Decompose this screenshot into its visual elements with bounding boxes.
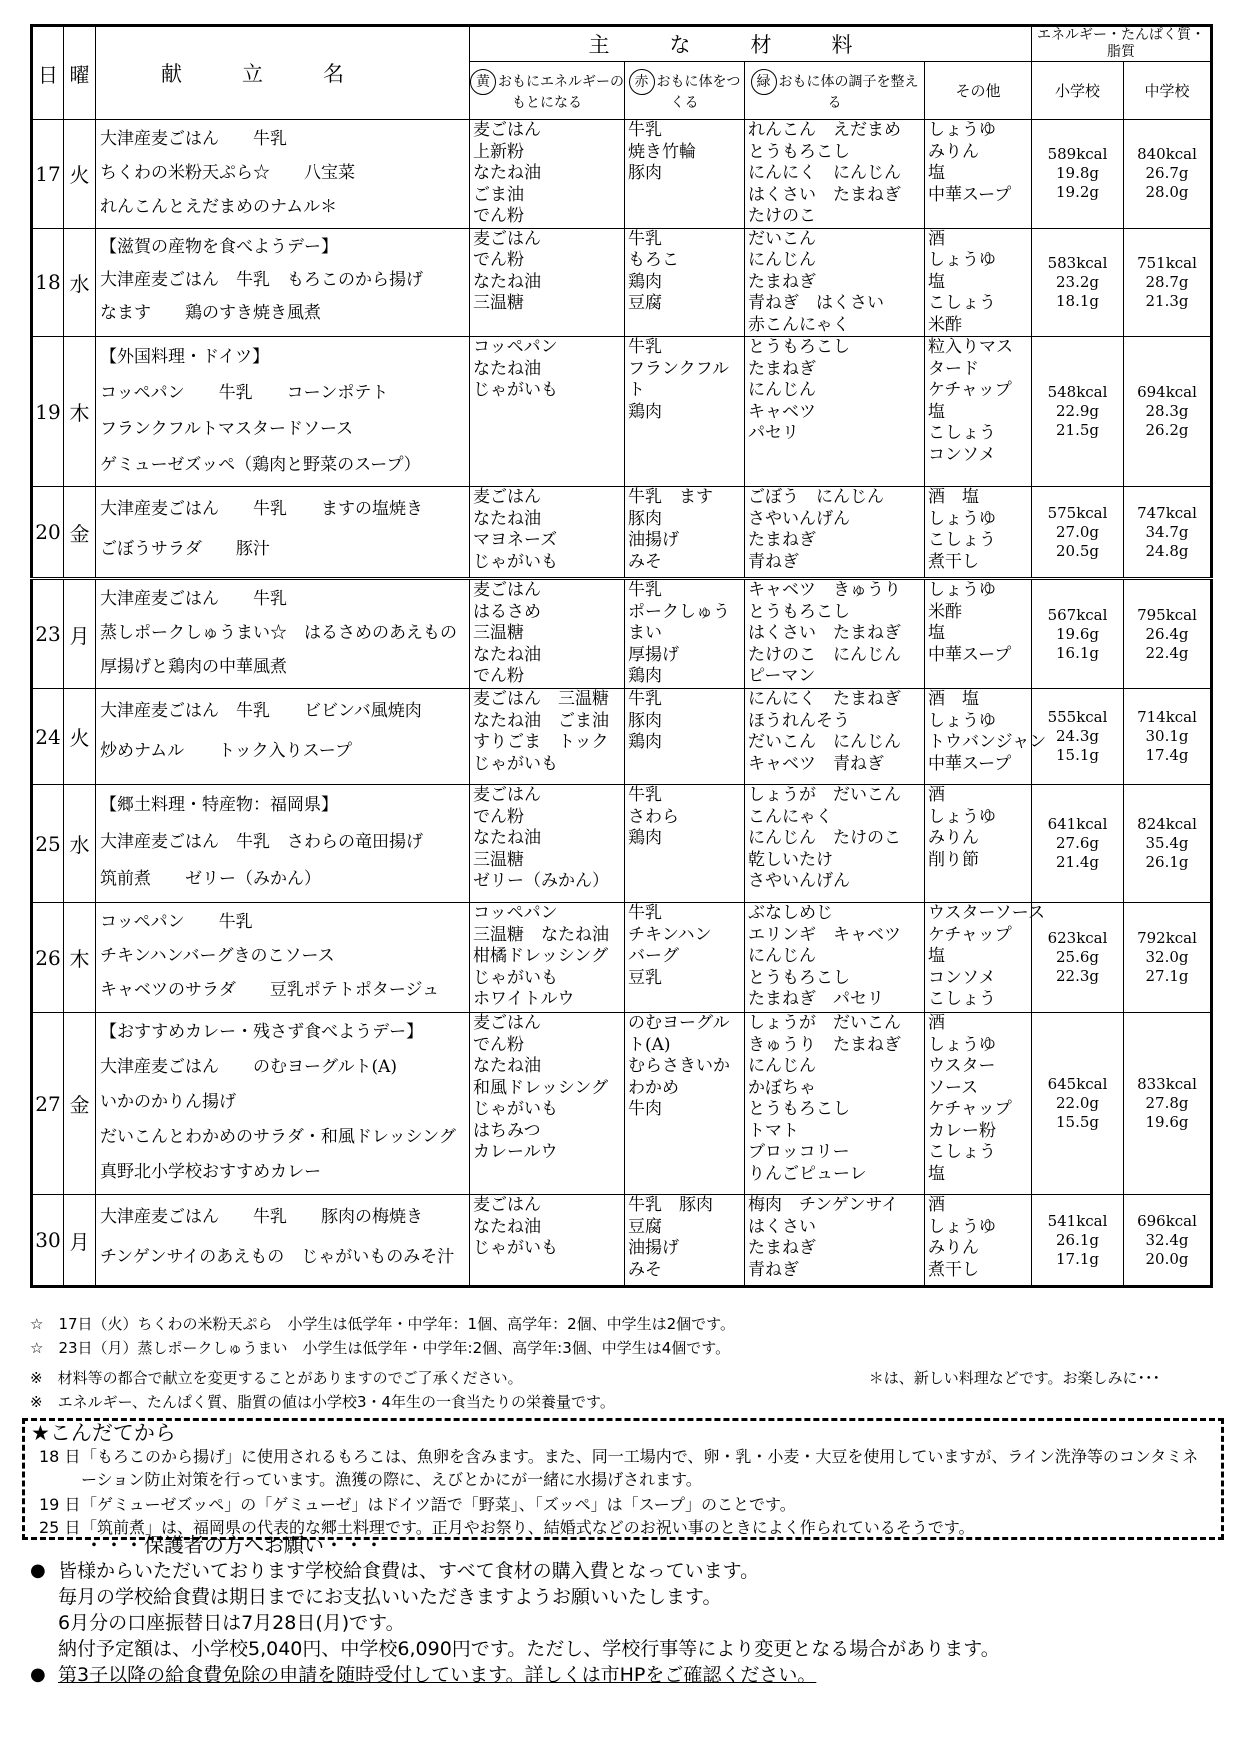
dish-line: 真野北小学校おすすめカレー: [100, 1162, 322, 1182]
day-row: [32, 689, 1212, 785]
day-number: 23: [32, 579, 64, 689]
dish-names: [96, 903, 470, 1013]
day-of-week: 水: [64, 228, 96, 337]
header-junior: 中学校: [1124, 62, 1212, 120]
dish-line: 厚揚げと鶏肉の中華風煮: [100, 657, 287, 677]
red-ingredients: 牛乳 もろこ 鶏肉 豆腐: [625, 228, 745, 337]
energy-value: 833kcal: [1137, 1075, 1197, 1093]
kondate-box: [22, 1418, 1224, 1540]
other-ingredients: しょうゆ みりん 塩 中華スープ: [925, 120, 1032, 229]
day-of-week: 金: [64, 487, 96, 579]
other-ingredients: 酒 しょうゆ みりん 煮干し: [925, 1195, 1032, 1287]
dish-names: [96, 689, 470, 785]
note-3-text: ※ 材料等の都合で献立を変更することがありますのでご了承ください。: [30, 1369, 523, 1387]
energy-value: 824kcal: [1137, 815, 1197, 833]
dish-names: [96, 1013, 470, 1195]
dish-line: 大津産麦ごはん 牛乳 もろこのから揚げ: [100, 269, 423, 290]
day-row: [32, 579, 1212, 689]
dish-line: ちくわの米粉天ぷら☆ 八宝菜: [100, 163, 355, 183]
green-ingredients: だいこん にんじん たまねぎ 青ねぎ はくさい 赤こんにゃく: [745, 228, 925, 337]
red-ingredients: 牛乳 さわら 鶏肉: [625, 785, 745, 903]
day-of-week: 火: [64, 120, 96, 229]
red-ingredients: 牛乳 ます 豚肉 油揚げ みそ: [625, 487, 745, 579]
parents-title: ・・・保護者の方へお願い・・・: [84, 1533, 384, 1557]
kondate-title: ★こんだてから: [31, 1421, 176, 1445]
header-day: 日: [32, 26, 64, 120]
energy-value: 548kcal: [1047, 383, 1108, 401]
yellow-circle-icon: 黄: [470, 69, 496, 95]
note-1-text: ☆ 17日（火）ちくわの米粉天ぷら 小学生は低学年・中学年：1個、高学年：2個、中学生は2個です。: [30, 1315, 735, 1333]
green-ingredients: とうもろこし たまねぎ にんじん キャベツ パセリ: [745, 337, 925, 487]
day-of-week: 木: [64, 337, 96, 487]
day-number: 24: [32, 689, 64, 785]
day-row: [32, 487, 1212, 579]
day-of-week: 水: [64, 785, 96, 903]
header-red-label: おもに体をつくる: [656, 74, 741, 111]
day-row: [32, 228, 1212, 337]
kondate-text: 「ゲミューゼズッペ」の「ゲミューゼ」はドイツ語で「野菜」、「ズッペ」は「スープ」のことです。: [81, 1495, 796, 1514]
elem-nutrition: [1032, 903, 1124, 1013]
day-of-week: 月: [64, 579, 96, 689]
energy-value: 583kcal: [1047, 253, 1108, 272]
protein-value: 24.3g: [1055, 727, 1099, 745]
parents-line-5: 第3子以降の給食費免除の申請を随時受付しています。詳しくは市HPをご確認ください。: [58, 1664, 817, 1686]
note-2: [30, 1336, 1220, 1360]
parents-line-2: 毎月の学校給食費は期日までにお支払いいただきますようお願いいたします。: [58, 1586, 722, 1608]
energy-value: 623kcal: [1047, 929, 1108, 947]
header-green: [745, 62, 925, 120]
energy-value: 792kcal: [1137, 929, 1197, 947]
yellow-ingredients: 麦ごはん でん粉 なたね油 三温糖 ゼリー（みかん）: [470, 785, 625, 903]
dish-line: 【おすすめカレー・残さず食べようデー】: [100, 1022, 424, 1042]
protein-value: 32.4g: [1145, 1230, 1189, 1249]
dish-line: コッペパン 牛乳: [100, 912, 253, 932]
red-ingredients: 牛乳 焼き竹輪 豚肉: [625, 120, 745, 229]
dish-line: いかのかりん揚げ: [100, 1092, 236, 1112]
red-ingredients: 牛乳 豚肉 鶏肉: [625, 689, 745, 785]
day-of-week: 火: [64, 689, 96, 785]
protein-value: 27.8g: [1145, 1094, 1189, 1112]
note-4: [30, 1390, 1220, 1414]
green-ingredients: ごぼう にんじん さやいんげん たまねぎ 青ねぎ: [745, 487, 925, 579]
energy-value: 694kcal: [1137, 383, 1197, 401]
other-ingredients: 酒 しょうゆ 塩 こしょう 米酢: [925, 228, 1032, 337]
day-row: [32, 1195, 1212, 1287]
note-3-right: ＊は、新しい料理などです。お楽しみに･･･: [868, 1369, 1160, 1387]
yellow-ingredients: 麦ごはん 三温糖 なたね油 ごま油 すりごま トック じゃがいも: [470, 689, 625, 785]
day-row: [32, 903, 1212, 1013]
day-number: 27: [32, 1013, 64, 1195]
fat-value: 18.1g: [1055, 291, 1099, 310]
kondate-text: 「筑前煮」は、福岡県の代表的な郷土料理です。正月やお祭り、結婚式などのお祝い事のときによく作られているそうです。: [81, 1518, 975, 1537]
dish-line: ごぼうサラダ 豚汁: [100, 539, 270, 559]
day-number: 19: [32, 337, 64, 487]
fat-value: 16.1g: [1055, 643, 1099, 662]
dish-line: 大津産麦ごはん 牛乳 豚肉の梅焼き: [100, 1207, 423, 1227]
junior-nutrition: [1124, 689, 1212, 785]
fat-value: 21.3g: [1145, 291, 1189, 310]
day-row: [32, 785, 1212, 903]
parents-line-1: 皆様からいただいております学校給食費は、すべて食材の購入費となっています。: [58, 1560, 760, 1582]
fat-value: 15.1g: [1055, 746, 1099, 764]
kondate-date: 19 日: [39, 1495, 81, 1514]
header-green-label: おもに体の調子を整える: [778, 74, 919, 111]
other-ingredients: 粒入りマス タード ケチャップ 塩 こしょう コンソメ: [925, 337, 1032, 487]
day-of-week: 木: [64, 903, 96, 1013]
energy-value: 541kcal: [1047, 1211, 1108, 1230]
note-4-text: ※ エネルギー、たんぱく質、脂質の値は小学校3・4年生の一食当たりの栄養量です。: [30, 1393, 615, 1411]
header-red: [625, 62, 745, 120]
header-nutrition: エネルギー・たんぱく質・脂質: [1032, 26, 1212, 62]
yellow-ingredients: コッペパン 三温糖 なたね油 柑橘ドレッシング じゃがいも ホワイトルウ: [470, 903, 625, 1013]
day-number: 25: [32, 785, 64, 903]
other-ingredients: 酒 塩 しょうゆ トウバンジャン 中華スープ: [925, 689, 1032, 785]
fat-value: 19.2g: [1055, 183, 1099, 202]
protein-value: 27.6g: [1055, 834, 1099, 852]
dish-names: [96, 337, 470, 487]
note-2-text: ☆ 23日（月）蒸しポークしゅうまい 小学生は低学年・中学年:2個、高学年:3個、中学生は4個です。: [30, 1339, 731, 1357]
energy-value: 840kcal: [1137, 145, 1197, 164]
dish-line: 大津産麦ごはん のむヨーグルト(A): [100, 1057, 398, 1077]
header-ingredients: 主な材料: [470, 26, 1032, 62]
dish-line: キャベツのサラダ 豆乳ポテトポタージュ: [100, 980, 440, 1000]
yellow-ingredients: 麦ごはん でん粉 なたね油 三温糖: [470, 228, 625, 337]
fat-value: 26.1g: [1145, 853, 1189, 871]
fat-value: 20.5g: [1055, 541, 1099, 560]
protein-value: 19.8g: [1055, 164, 1099, 183]
menu-body: [32, 120, 1212, 1287]
fat-value: 28.0g: [1145, 183, 1189, 202]
dish-line: チキンハンバーグきのこソース: [100, 946, 335, 966]
header-other: その他: [925, 62, 1032, 120]
dish-line: 大津産麦ごはん 牛乳: [100, 129, 287, 149]
fat-value: 22.4g: [1145, 643, 1189, 662]
day-number: 30: [32, 1195, 64, 1287]
dish-line: 大津産麦ごはん 牛乳: [100, 589, 287, 609]
fat-value: 19.6g: [1145, 1113, 1189, 1131]
kondate-item: [39, 1445, 1201, 1491]
kondate-date: 25 日: [39, 1518, 81, 1537]
header-elem: 小学校: [1032, 62, 1124, 120]
green-ingredients: しょうが だいこん きゅうり たまねぎ にんじん かぼちゃ とうもろこし トマト ブロッコリー りんごピューレ: [745, 1013, 925, 1195]
day-row: [32, 337, 1212, 487]
elem-nutrition: [1032, 1195, 1124, 1287]
protein-value: 22.0g: [1055, 1094, 1099, 1112]
dish-names: [96, 120, 470, 229]
parents-bullet-2: [30, 1662, 1220, 1688]
green-circle-icon: 緑: [751, 69, 777, 95]
other-ingredients: ウスターソース ケチャップ 塩 コンソメ こしょう: [925, 903, 1032, 1013]
protein-value: 28.3g: [1145, 402, 1189, 420]
elem-nutrition: [1032, 1013, 1124, 1195]
junior-nutrition: [1124, 785, 1212, 903]
dish-line: 大津産麦ごはん 牛乳 ビビンバ風焼肉: [100, 701, 422, 721]
energy-value: 747kcal: [1137, 503, 1197, 522]
parents-line-4: 納付予定額は、小学校5,040円、中学校6,090円です。ただし、学校行事等により変更となる場合があります。: [58, 1638, 1000, 1660]
red-circle-icon: 赤: [629, 69, 655, 95]
protein-value: 26.4g: [1145, 624, 1189, 643]
yellow-ingredients: コッペパン なたね油 じゃがいも: [470, 337, 625, 487]
header-dish: 献立名: [96, 26, 470, 120]
day-of-week: 月: [64, 1195, 96, 1287]
protein-value: 27.0g: [1055, 522, 1099, 541]
kondate-text: 「もろこのから揚げ」に使用されるもろこは、魚卵を含みます。また、同一工場内で、卵・乳・小麦・大豆を使用していますが、ライン洗浄等のコンタミネーション防止対策を行っています。漁獲の際に、えびとかにが一緒に水揚げされます。: [81, 1447, 1199, 1489]
header-yellow-label: おもにエネルギーのもとになる: [498, 74, 624, 111]
energy-value: 589kcal: [1047, 145, 1108, 164]
yellow-ingredients: 麦ごはん なたね油 マヨネーズ じゃがいも: [470, 487, 625, 579]
day-row: [32, 1013, 1212, 1195]
protein-value: 19.6g: [1055, 624, 1099, 643]
protein-value: 26.7g: [1145, 164, 1189, 183]
parents-line-3: 6月分の口座振替日は7月28日(月)です。: [58, 1612, 405, 1634]
red-ingredients: のむヨーグル ト(A) むらさきいか わかめ 牛肉: [625, 1013, 745, 1195]
dish-line: 炒めナムル トック入りスープ: [100, 741, 352, 761]
bullet-icon: ●: [30, 1664, 46, 1685]
fat-value: 24.8g: [1145, 541, 1189, 560]
energy-value: 751kcal: [1137, 253, 1197, 272]
junior-nutrition: [1124, 337, 1212, 487]
dish-line: 大津産麦ごはん 牛乳 さわらの竜田揚げ: [100, 832, 423, 852]
energy-value: 641kcal: [1047, 815, 1108, 833]
other-ingredients: しょうゆ 米酢 塩 中華スープ: [925, 579, 1032, 689]
green-ingredients: 梅肉 チンゲンサイ はくさい たまねぎ 青ねぎ: [745, 1195, 925, 1287]
day-number: 20: [32, 487, 64, 579]
yellow-ingredients: 麦ごはん なたね油 じゃがいも: [470, 1195, 625, 1287]
fat-value: 27.1g: [1145, 967, 1189, 985]
junior-nutrition: [1124, 228, 1212, 337]
junior-nutrition: [1124, 120, 1212, 229]
dish-line: フランクフルトマスタードソース: [100, 419, 354, 439]
fat-value: 17.1g: [1055, 1249, 1099, 1268]
dish-line: 大津産麦ごはん 牛乳 ますの塩焼き: [100, 499, 423, 519]
header-dow: 曜: [64, 26, 96, 120]
red-ingredients: 牛乳 豚肉 豆腐 油揚げ みそ: [625, 1195, 745, 1287]
parents-section: [30, 1532, 1220, 1688]
energy-value: 714kcal: [1137, 708, 1197, 726]
protein-value: 34.7g: [1145, 522, 1189, 541]
parents-bullet-1: [30, 1558, 1220, 1662]
fat-value: 15.5g: [1055, 1113, 1099, 1131]
junior-nutrition: [1124, 579, 1212, 689]
energy-value: 696kcal: [1137, 1211, 1197, 1230]
notes: [30, 1312, 1220, 1414]
dish-line: コッペパン 牛乳 コーンポテト: [100, 383, 389, 403]
green-ingredients: れんこん えだまめ とうもろこし にんにく にんじん はくさい たまねぎ たけのこ: [745, 120, 925, 229]
yellow-ingredients: 麦ごはん はるさめ 三温糖 なたね油 でん粉: [470, 579, 625, 689]
elem-nutrition: [1032, 579, 1124, 689]
junior-nutrition: [1124, 903, 1212, 1013]
dish-line: 【滋賀の産物を食べようデー】: [100, 236, 338, 257]
elem-nutrition: [1032, 120, 1124, 229]
red-ingredients: 牛乳 フランクフル ト 鶏肉: [625, 337, 745, 487]
fat-value: 20.0g: [1145, 1249, 1189, 1268]
fat-value: 21.4g: [1055, 853, 1099, 871]
elem-nutrition: [1032, 487, 1124, 579]
protein-value: 23.2g: [1055, 272, 1099, 291]
dish-line: だいこんとわかめのサラダ・和風ドレッシング: [100, 1127, 456, 1147]
day-number: 18: [32, 228, 64, 337]
green-ingredients: にんにく たまねぎ ほうれんそう だいこん にんじん キャベツ 青ねぎ: [745, 689, 925, 785]
energy-value: 567kcal: [1047, 605, 1108, 624]
yellow-ingredients: 麦ごはん でん粉 なたね油 和風ドレッシング じゃがいも はちみつ カレールウ: [470, 1013, 625, 1195]
dish-names: [96, 579, 470, 689]
protein-value: 26.1g: [1055, 1230, 1099, 1249]
protein-value: 30.1g: [1145, 727, 1189, 745]
protein-value: 28.7g: [1145, 272, 1189, 291]
other-ingredients: 酒 塩 しょうゆ こしょう 煮干し: [925, 487, 1032, 579]
header-yellow: [470, 62, 625, 120]
fat-value: 17.4g: [1145, 746, 1189, 764]
day-of-week: 金: [64, 1013, 96, 1195]
dish-line: チンゲンサイのあえもの じゃがいものみそ汁: [100, 1247, 455, 1267]
green-ingredients: ぶなしめじ エリンギ キャベツ にんじん とうもろこし たまねぎ パセリ: [745, 903, 925, 1013]
energy-value: 575kcal: [1047, 503, 1108, 522]
energy-value: 645kcal: [1047, 1075, 1108, 1093]
other-ingredients: 酒 しょうゆ みりん 削り節: [925, 785, 1032, 903]
elem-nutrition: [1032, 228, 1124, 337]
day-number: 26: [32, 903, 64, 1013]
yellow-ingredients: 麦ごはん 上新粉 なたね油 ごま油 でん粉: [470, 120, 625, 229]
energy-value: 555kcal: [1047, 708, 1108, 726]
red-ingredients: 牛乳 チキンハン バーグ 豆乳: [625, 903, 745, 1013]
day-row: [32, 120, 1212, 229]
kondate-item: [39, 1493, 1201, 1516]
kondate-date: 18 日: [39, 1447, 81, 1466]
fat-value: 26.2g: [1145, 421, 1189, 439]
dish-line: れんこんとえだまめのナムル＊: [100, 197, 338, 217]
dish-line: 【郷土料理・特産物：福岡県】: [100, 795, 338, 815]
dish-line: ゲミューゼズッペ（鶏肉と野菜のスープ）: [100, 455, 421, 475]
dish-names: [96, 785, 470, 903]
green-ingredients: しょうが だいこん こんにゃく にんじん たけのこ 乾しいたけ さやいんげん: [745, 785, 925, 903]
bullet-icon: ●: [30, 1560, 46, 1581]
green-ingredients: キャベツ きゅうり とうもろこし はくさい たまねぎ たけのこ にんじん ピーマン: [745, 579, 925, 689]
dish-names: [96, 1195, 470, 1287]
dish-line: 筑前煮 ゼリー（みかん）: [100, 869, 321, 889]
elem-nutrition: [1032, 337, 1124, 487]
note-3: [30, 1366, 1220, 1390]
protein-value: 22.9g: [1055, 402, 1099, 420]
energy-value: 795kcal: [1137, 605, 1197, 624]
dish-names: [96, 228, 470, 337]
red-ingredients: 牛乳 ポークしゅう まい 厚揚げ 鶏肉: [625, 579, 745, 689]
day-number: 17: [32, 120, 64, 229]
dish-line: なます 鶏のすき焼き風煮: [100, 302, 321, 323]
protein-value: 35.4g: [1145, 834, 1189, 852]
menu-table: [30, 24, 1213, 1288]
dish-line: 【外国料理・ドイツ】: [100, 347, 270, 367]
junior-nutrition: [1124, 1195, 1212, 1287]
elem-nutrition: [1032, 785, 1124, 903]
dish-names: [96, 487, 470, 579]
fat-value: 21.5g: [1055, 421, 1099, 439]
junior-nutrition: [1124, 487, 1212, 579]
junior-nutrition: [1124, 1013, 1212, 1195]
fat-value: 22.3g: [1055, 967, 1099, 985]
note-1: [30, 1312, 1220, 1336]
dish-line: 蒸しポークしゅうまい☆ はるさめのあえもの: [100, 623, 457, 643]
protein-value: 32.0g: [1145, 948, 1189, 966]
other-ingredients: 酒 しょうゆ ウスター ソース ケチャップ カレー粉 こしょう 塩: [925, 1013, 1032, 1195]
protein-value: 25.6g: [1055, 948, 1099, 966]
